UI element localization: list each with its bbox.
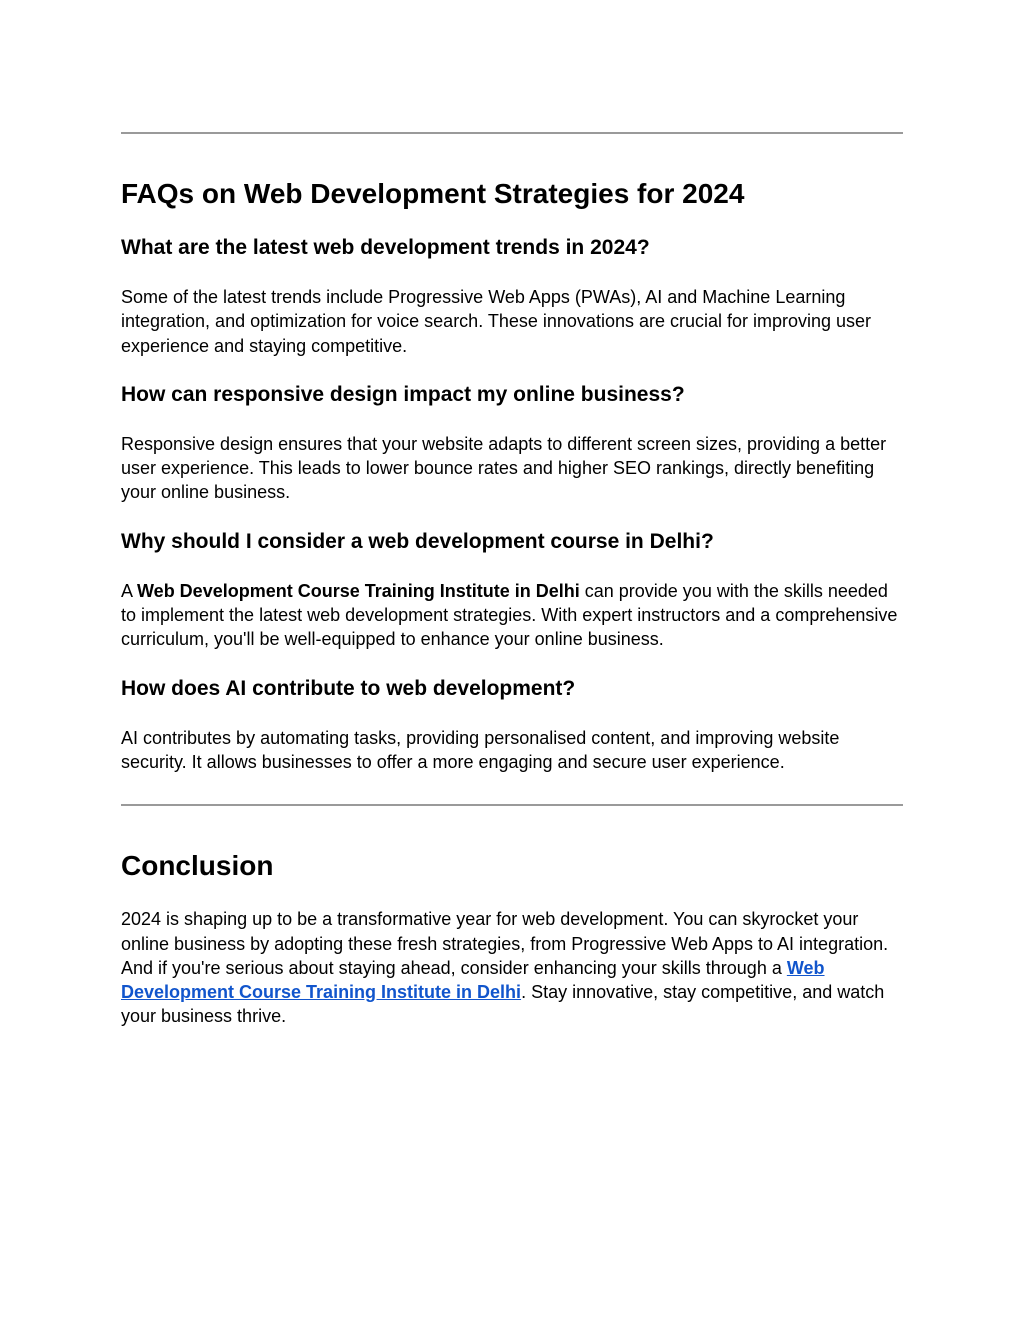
conclusion-paragraph [121, 907, 903, 1028]
faq-answer-course-delhi [121, 579, 903, 652]
conclusion-title: Conclusion [121, 850, 274, 882]
conclusion-rest-text: . Stay innovative, stay competitive, and watch your business thrive. [121, 982, 885, 1027]
faq-question-responsive-design: How can responsive design impact my online business? [121, 382, 685, 406]
course-institute-bold-text: Web Development Course Training Institute in Delhi [137, 580, 580, 601]
conclusion-lead-text: 2024 is shaping up to be a transformative year for web development. You can skyrocket your online business by adopting these fresh strategies, from Progressive Web Apps to AI integration. And if you're serious about staying ahead, consider enhancing your skills through a [121, 909, 889, 978]
faq-section-title: FAQs on Web Development Strategies for 2024 [121, 178, 745, 209]
top-divider [121, 132, 903, 134]
faq-answer-responsive-design: Responsive design ensures that your website adapts to different screen sizes, providing a better user experience. This leads to lower bounce rates and higher SEO rankings, directly benefiting your online business. [121, 433, 887, 503]
faq-answer-ai: AI contributes by automating tasks, providing personalised content, and improving website security. It allows businesses to offer a more engaging and secure user experience. [121, 727, 840, 772]
faq-question-course-delhi: Why should I consider a web development course in Delhi? [121, 529, 714, 553]
section-divider [121, 804, 903, 806]
faq-question-ai: How does AI contribute to web development? [121, 676, 576, 700]
answer-lead-text: A [121, 580, 138, 601]
course-institute-link[interactable]: Web Development Course Training Institute in Delhi [121, 957, 825, 1003]
faq-question-trends: What are the latest web development trends in 2024? [121, 236, 650, 259]
answer-rest-text: can provide you with the skills needed to implement the latest web development strategies. With expert instructors and a comprehensive curriculum, you'll be well-equipped to enhance your online business. [121, 580, 898, 650]
faq-answer-trends: Some of the latest trends include Progressive Web Apps (PWAs), AI and Machine Learning integration, and optimization for voice search. These innovations are crucial for improving user experience and staying competitive. [121, 287, 872, 356]
